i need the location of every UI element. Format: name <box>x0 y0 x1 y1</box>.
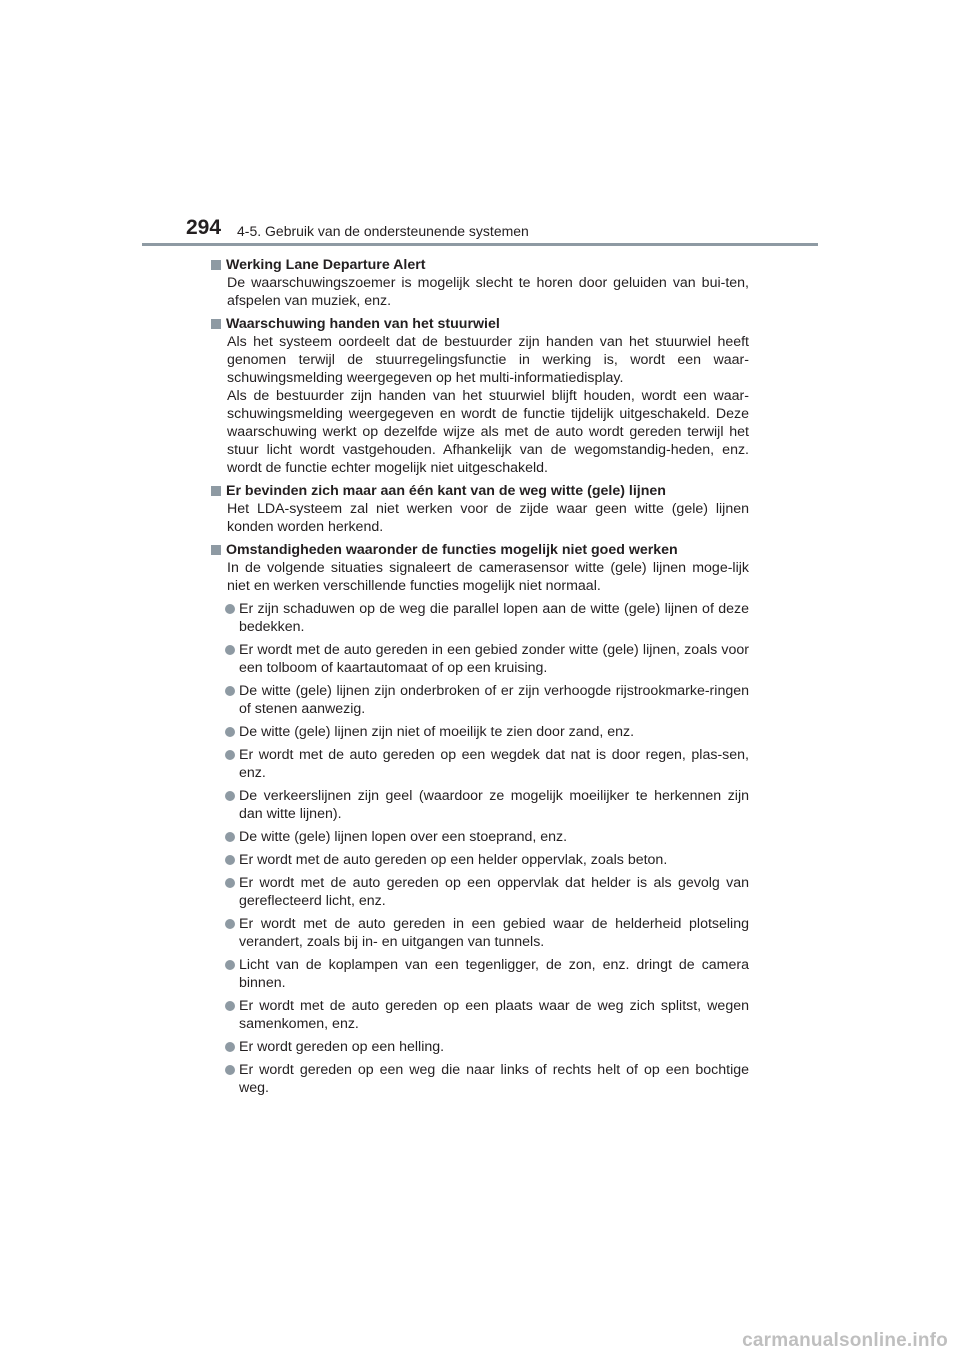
list-item <box>211 641 749 677</box>
list-item-text: De witte (gele) lijnen lopen over een stoeprand, enz. <box>239 829 568 845</box>
list-item-text: De verkeerslijnen zijn geel (waardoor ze mogelijk moeilijker te herkennen zijn dan witte lijnen). <box>239 788 749 822</box>
list-item <box>211 600 749 636</box>
round-bullet-icon <box>225 855 235 865</box>
section-heading <box>211 541 749 559</box>
paragraph: Als het systeem oordeelt dat de bestuurder zijn handen van het stuurwiel heeft genomen terwijl de stuurregelingsfunctie in werking is, wordt een waar-schuwingsmelding weergegeven op het multi-informatiedisplay. <box>227 334 749 386</box>
paragraph: In de volgende situaties signaleert de camerasensor witte (gele) lijnen moge-lijk niet en werken verschillende functies mogelijk niet normaal. <box>227 560 749 594</box>
round-bullet-icon <box>225 750 235 760</box>
square-bullet-icon <box>211 319 221 329</box>
list-item <box>211 682 749 718</box>
page-header <box>186 216 826 246</box>
square-bullet-icon <box>211 545 221 555</box>
page-body <box>211 256 749 1102</box>
list-item-text: Er wordt gereden op een weg die naar links of rechts helt of op een bochtige weg. <box>239 1062 749 1096</box>
round-bullet-icon <box>225 604 235 614</box>
list-item-text: De witte (gele) lijnen zijn niet of moeilijk te zien door zand, enz. <box>239 724 635 740</box>
section-heading <box>211 482 749 500</box>
list-item-text: Er wordt met de auto gereden in een gebied waar de helderheid plotseling verandert, zoals bij in- en uitgangen van tunnels. <box>239 916 749 950</box>
list-item-text: Er zijn schaduwen op de weg die parallel lopen aan de witte (gele) lijnen of deze bedekken. <box>239 601 749 635</box>
list-item <box>211 1038 749 1056</box>
round-bullet-icon <box>225 960 235 970</box>
list-item-text: Licht van de koplampen van een tegenligger, de zon, enz. dringt de camera binnen. <box>239 957 749 991</box>
list-item <box>211 915 749 951</box>
list-item <box>211 787 749 823</box>
chapter-title: 4-5. Gebruik van de ondersteunende systemen <box>237 223 529 239</box>
list-item-text: Er wordt met de auto gereden op een oppervlak dat helder is als gevolg van gereflecteerd licht, enz. <box>239 875 749 909</box>
round-bullet-icon <box>225 919 235 929</box>
paragraph: Als de bestuurder zijn handen van het stuurwiel blijft houden, wordt een waar-schuwingsmelding weergegeven en wordt de functie tijdelijk uitgeschakeld. Deze waarschuwing werkt op dezelfde wijze als met de auto wordt gereden terwijl het stuur licht wordt vastgehouden. Afhankelijk van de wegomstandig-heden, enz. wordt de functie echter mogelijk niet uitgeschakeld. <box>227 388 749 476</box>
list-item-text: Er wordt gereden op een helling. <box>239 1039 445 1055</box>
section-heading <box>211 315 749 333</box>
paragraph: De waarschuwingszoemer is mogelijk slecht te horen door geluiden van bui-ten, afspelen van muziek, enz. <box>227 275 749 309</box>
round-bullet-icon <box>225 727 235 737</box>
paragraph: Het LDA-systeem zal niet werken voor de zijde waar geen witte (gele) lijnen konden worden herkend. <box>227 501 749 535</box>
section-title: Waarschuwing handen van het stuurwiel <box>226 316 500 332</box>
list-item <box>211 997 749 1033</box>
round-bullet-icon <box>225 791 235 801</box>
section-one-side-lines <box>211 482 749 536</box>
list-item <box>211 874 749 910</box>
round-bullet-icon <box>225 878 235 888</box>
list-item-text: De witte (gele) lijnen zijn onderbroken of er zijn verhoogde rijstrookmarke-ringen of stenen aanwezig. <box>239 683 749 717</box>
list-item <box>211 851 749 869</box>
round-bullet-icon <box>225 1065 235 1075</box>
list-item-text: Er wordt met de auto gereden in een gebied zonder witte (gele) lijnen, zoals voor een tolboom of kaartautomaat of op een kruising. <box>239 642 749 676</box>
list-item <box>211 828 749 846</box>
condition-list <box>211 600 749 1097</box>
round-bullet-icon <box>225 1042 235 1052</box>
list-item <box>211 1061 749 1097</box>
header-divider <box>142 243 818 246</box>
round-bullet-icon <box>225 832 235 842</box>
list-item <box>211 746 749 782</box>
section-hands-off-warning <box>211 315 749 477</box>
round-bullet-icon <box>225 686 235 696</box>
square-bullet-icon <box>211 260 221 270</box>
list-item <box>211 723 749 741</box>
watermark: carmanualsonline.info <box>742 1330 948 1351</box>
page-number: 294 <box>186 216 222 239</box>
section-conditions <box>211 541 749 1097</box>
section-heading <box>211 256 749 274</box>
list-item-text: Er wordt met de auto gereden op een helder oppervlak, zoals beton. <box>239 852 668 868</box>
section-lane-departure-alert <box>211 256 749 310</box>
list-item <box>211 956 749 992</box>
square-bullet-icon <box>211 486 221 496</box>
list-item-text: Er wordt met de auto gereden op een wegdek dat nat is door regen, plas-sen, enz. <box>239 747 749 781</box>
round-bullet-icon <box>225 1001 235 1011</box>
section-title: Omstandigheden waaronder de functies mogelijk niet goed werken <box>226 542 678 558</box>
list-item-text: Er wordt met de auto gereden op een plaats waar de weg zich splitst, wegen samenkomen, enz. <box>239 998 749 1032</box>
round-bullet-icon <box>225 645 235 655</box>
section-title: Er bevinden zich maar aan één kant van de weg witte (gele) lijnen <box>226 483 666 499</box>
section-title: Werking Lane Departure Alert <box>226 257 426 273</box>
